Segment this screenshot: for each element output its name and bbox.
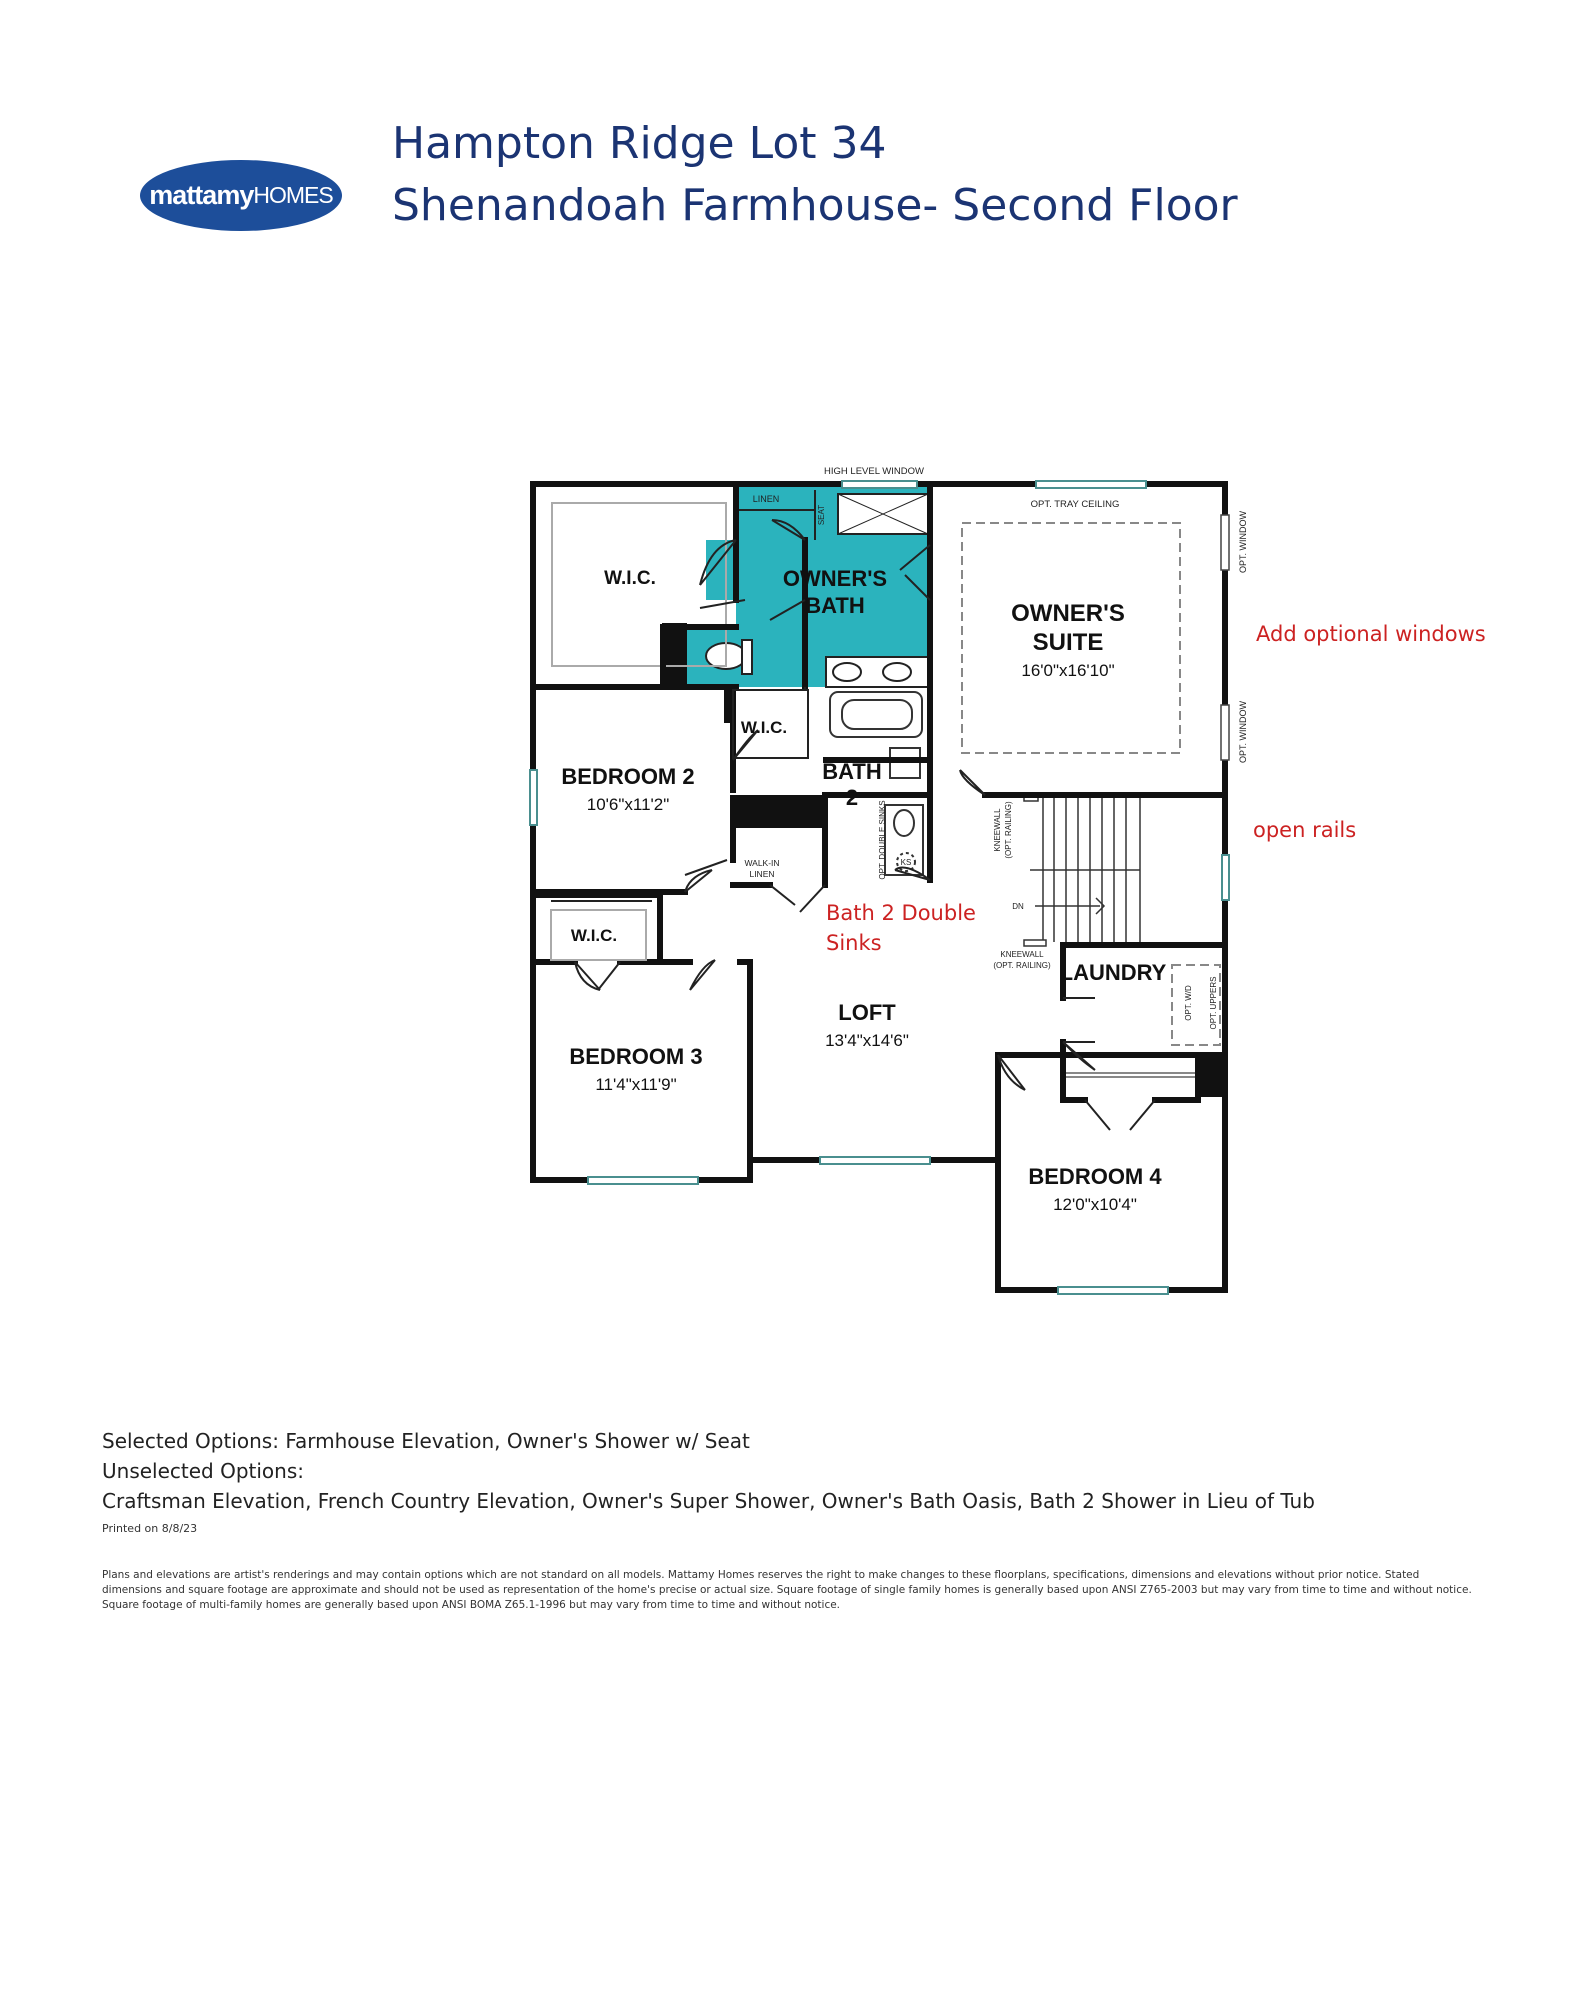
room-laundry-name: LAUNDRY (1059, 960, 1167, 985)
staircase (1024, 795, 1140, 946)
label-kneewall-top-1: KNEEWALL (993, 808, 1002, 852)
label-wic-main: W.I.C. (604, 568, 656, 589)
label-high-level-window: HIGH LEVEL WINDOW (824, 466, 924, 477)
label-opt-double-sinks: OPT. DOUBLE SINKS (878, 800, 887, 880)
room-bath2-name2: 2 (845, 785, 859, 810)
room-bedroom3-name: BEDROOM 3 (569, 1044, 703, 1069)
room-loft-name: LOFT (838, 1000, 896, 1025)
page-title-floor: Shenandoah Farmhouse- Second Floor (392, 180, 1238, 231)
room-bedroom2-dim: 10'6"x11'2" (586, 795, 670, 814)
label-opt-uppers: OPT. UPPERS (1209, 976, 1218, 1030)
label-opt-tray-ceiling: OPT. TRAY CEILING (1030, 499, 1120, 510)
selected-options: Selected Options: Farmhouse Elevation, Owner's Shower w/ Seat (102, 1429, 750, 1453)
label-wic-bedroom3: W.I.C. (570, 926, 618, 945)
label-kneewall-bottom-2: (OPT. RAILING) (993, 961, 1051, 970)
label-dn: DN (1012, 902, 1024, 911)
label-walk-in: WALK-IN (744, 858, 780, 868)
room-owners-bath-name2: BATH (805, 593, 865, 618)
logo-text-mattamy: mattamy (149, 180, 254, 210)
label-linen: LINEN (752, 494, 780, 504)
room-bedroom2-name: BEDROOM 2 (561, 764, 695, 789)
page-title-lot: Hampton Ridge Lot 34 (392, 118, 887, 169)
unselected-options: Craftsman Elevation, French Country Elevation, Owner's Super Shower, Owner's Bath Oasis, Bath 2 Shower in Lieu of Tub (102, 1489, 1315, 1513)
disclaimer: Plans and elevations are artist's renderings and may contain options which are not standard on all models. Mattamy Homes reserves the right to make changes to these floorplans, specifications, dimensions and elevations without prior notice. Stated dimensions and square footage are approximate and should not be used as representation of the home's precise or actual size. Square footage of single family homes is generally based upon ANSI Z765-2003 but may vary from time to time and without notice. Square footage of multi-family homes are generally based upon ANSI BOMA Z65.1-1996 but may vary from time to time and without notice. (102, 1569, 1472, 1611)
note-bath2-sinks: Sinks (826, 931, 882, 955)
label-kneewall-top-2: (OPT. RAILING) (1004, 801, 1013, 859)
room-owners-suite-dim: 16'0"x16'10" (1021, 661, 1115, 680)
label-opt-window-1: OPT. WINDOW (1238, 511, 1248, 573)
room-bedroom4-name: BEDROOM 4 (1028, 1164, 1162, 1189)
room-owners-suite-name2: SUITE (1032, 629, 1104, 656)
label-opt-wd: OPT. W/D (1184, 985, 1193, 1021)
printed-date: Printed on 8/8/23 (102, 1522, 198, 1535)
room-owners-bath-name1: OWNER'S (782, 566, 888, 591)
unselected-options-heading: Unselected Options: (102, 1459, 305, 1483)
note-bath2-double: Bath 2 Double (826, 901, 976, 925)
label-kneewall-bottom-1: KNEEWALL (1000, 950, 1044, 959)
note-add-optional-windows: Add optional windows (1256, 622, 1486, 646)
room-bedroom4-dim: 12'0"x10'4" (1053, 1195, 1137, 1214)
room-owners-suite-name1: OWNER'S (1011, 600, 1125, 627)
room-bath2-name1: BATH (822, 759, 882, 784)
room-bedroom3-dim: 11'4"x11'9" (595, 1075, 677, 1094)
room-loft-dim: 13'4"x14'6" (825, 1031, 909, 1050)
label-walk-in-linen: LINEN (749, 869, 775, 879)
note-open-rails: open rails (1253, 818, 1357, 842)
label-ks: KS (900, 858, 912, 867)
logo-text-homes: HOMES (253, 182, 333, 208)
label-wic-bedroom2: W.I.C. (740, 718, 788, 737)
label-seat: SEAT (817, 504, 826, 526)
label-opt-window-2: OPT. WINDOW (1238, 701, 1248, 763)
